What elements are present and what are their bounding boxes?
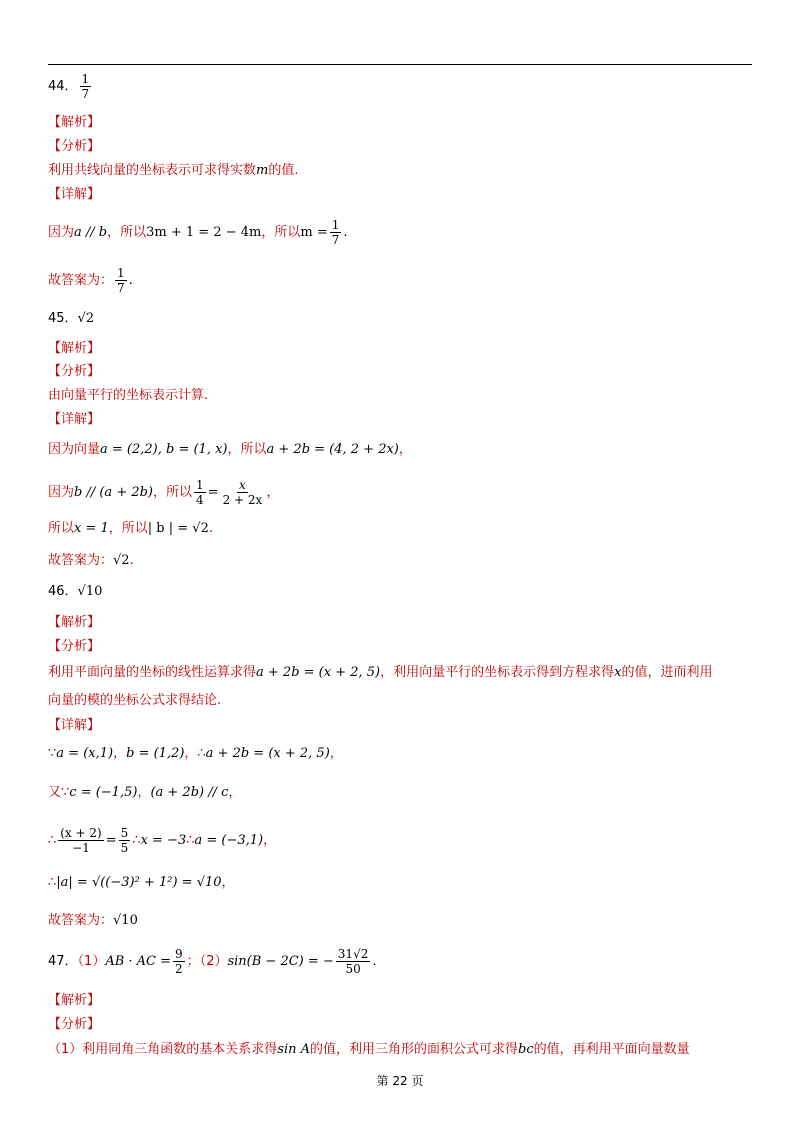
- q44-jiexi-tag: 【解析】: [48, 115, 101, 130]
- q44-xiangjie-tag: 【详解】: [48, 187, 101, 202]
- q46-detail-line-3: ∴ $\frac{(x + 2)}{-1}$ = $\frac{5}{5}$ ∴x = −3∴a = (−3,1)，: [48, 826, 277, 855]
- q44-fenxi-tag: 【分析】: [48, 139, 101, 154]
- q45-xiangjie-tag: 【详解】: [48, 412, 101, 427]
- q44-answer-fraction: $\frac{1}{7}$: [81, 72, 90, 101]
- q45-fenxi-tag: 【分析】: [48, 364, 101, 379]
- q44-number: 44．: [48, 79, 78, 94]
- q46-xiangjie-tag: 【详解】: [48, 718, 101, 733]
- q45-detail-line-3: 所以x = 1，所以| b | = √2.: [48, 521, 213, 536]
- q46-fenxi-line-2: 向量的模的坐标公式求得结论.: [48, 693, 222, 708]
- header-rule: [48, 64, 752, 65]
- page-footer: 第 22 页: [376, 1074, 424, 1088]
- q45-jiexi-tag: 【解析】: [48, 341, 101, 356]
- q46-final-answer: 故答案为：√10: [48, 913, 138, 928]
- q46-answer-line: 46．√10: [48, 584, 103, 599]
- q44-answer-line: [48, 72, 93, 101]
- q46-detail-line-2: 又∵c = (−1,5)，(a + 2b) // c，: [48, 785, 242, 800]
- q44-fenxi-text: 利用共线向量的坐标表示可求得实数m的值.: [48, 163, 299, 178]
- q45-answer-line: 45．√2: [48, 311, 95, 326]
- q44-final-answer: 故答案为： $\frac{1}{7}$ .: [48, 266, 133, 295]
- q46-detail-line-1: ∵a = (x,1)，b = (1,2)，∴a + 2b = (x + 2, 5)，: [48, 746, 343, 761]
- q46-detail-line-4: ∴|a| = √((−3)² + 1²) = √10，: [48, 875, 235, 890]
- q47-answer-line: 47．（1）AB · AC = $\frac{9}{2}$ ；（2）sin(B − 2C) = − $\frac{31√2}{50}$ .: [48, 947, 377, 976]
- q45-final-answer: 故答案为：√2.: [48, 553, 134, 568]
- q46-jiexi-tag: 【解析】: [48, 615, 101, 630]
- q45-fenxi-text: 由向量平行的坐标表示计算.: [48, 388, 209, 403]
- q46-fenxi-tag: 【分析】: [48, 639, 101, 654]
- q46-fenxi-line-1: 利用平面向量的坐标的线性运算求得a + 2b = (x + 2, 5)，利用向量平行的坐标表示得到方程求得x的值，进而利用: [48, 665, 713, 680]
- q47-fenxi-line-1: （1）利用同角三角函数的基本关系求得sin A的值，利用三角形的面积公式可求得bc的值，再利用平面向量数量: [48, 1042, 690, 1057]
- q47-jiexi-tag: 【解析】: [48, 993, 101, 1008]
- q45-detail-line-2: 因为b // (a + 2b)，所以 $\frac{1}{4}$ = $\frac{x}{2 + 2x}$ ，: [48, 478, 280, 507]
- q44-detail-line: 因为a // b，所以3m + 1 = 2 − 4m，所以m = $\frac{1}{7}$ .: [48, 218, 348, 247]
- q47-fenxi-tag: 【分析】: [48, 1017, 101, 1032]
- q45-detail-line-1: 因为向量a = (2,2), b = (1, x)，所以a + 2b = (4, 2 + 2x)，: [48, 442, 412, 457]
